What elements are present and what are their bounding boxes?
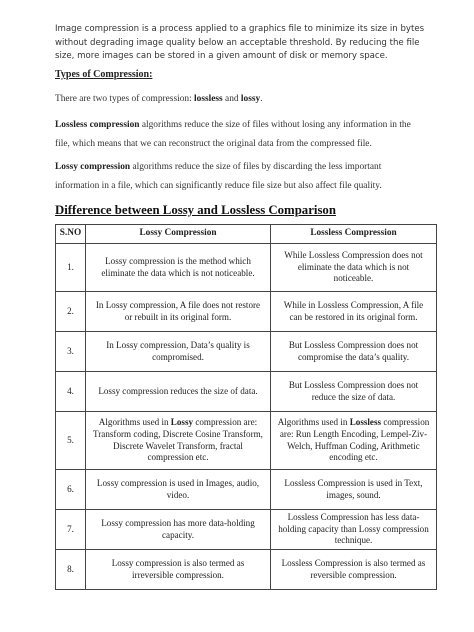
comparison-table — [55, 224, 437, 590]
table-row — [56, 470, 437, 510]
lossy-cell: Lossy compression is the method which eliminate the data which is not noticeable. — [86, 244, 271, 292]
row-number: 6. — [56, 470, 86, 510]
section-heading: Difference between Lossy and Lossless Comparison — [55, 203, 336, 217]
lossy-cell: Lossy compression is used in Images, audio, video. — [86, 470, 271, 510]
table-row — [56, 412, 437, 470]
types-sentence-end: . — [260, 94, 263, 104]
lossy-paragraph — [55, 158, 425, 196]
lossy-algorithms-post: compression are: Transform coding, Discrete Cosine Transform, Discrete Wavelet Transform, fractal compression etc. — [93, 417, 263, 463]
lossless-term: lossless — [194, 94, 223, 104]
row-number: 4. — [56, 372, 86, 412]
lossless-paragraph-term: Lossless compression — [55, 120, 140, 130]
lossless-algorithms-post: compression are: Run Length Encoding, Lempel-Ziv-Welch, Huffman Coding, Arithmetic encoding etc. — [279, 417, 430, 463]
lossless-cell: Lossless Compression is also termed as reversible compression. — [271, 550, 437, 590]
lossy-algorithms-pre: Algorithms used in — [98, 417, 171, 428]
row-number: 1. — [56, 244, 86, 292]
table-row — [56, 372, 437, 412]
lossless-paragraph — [55, 116, 425, 154]
table-row — [56, 292, 437, 332]
lossless-cell: But Lossless Compression does not reduce the size of data. — [271, 372, 437, 412]
lossy-cell: Lossy compression is also termed as irreversible compression. — [86, 550, 271, 590]
lossless-cell — [271, 412, 437, 470]
lossy-cell — [86, 412, 271, 470]
row-number: 2. — [56, 292, 86, 332]
row-number: 3. — [56, 332, 86, 372]
table-row — [56, 332, 437, 372]
row-number: 5. — [56, 412, 86, 470]
table-row — [56, 550, 437, 590]
row-number: 8. — [56, 550, 86, 590]
row-number: 7. — [56, 510, 86, 550]
types-sentence — [55, 90, 425, 109]
lossy-paragraph-text: algorithms reduce the size of files by discarding the less important information in a file, which can significantly reduce file size but also affect file quality. — [55, 162, 382, 191]
table-row — [56, 510, 437, 550]
lossless-cell: While in Lossless Compression, A file can be restored in its original form. — [271, 292, 437, 332]
header-lossy: Lossy Compression — [86, 225, 271, 244]
lossless-algorithms-bold: Lossless — [349, 417, 382, 428]
lossless-cell: While Lossless Compression does not eliminate the data which is not noticeable. — [271, 244, 437, 292]
lossy-cell: In Lossy compression, A file does not restore or rebuilt in its original form. — [86, 292, 271, 332]
lossless-algorithms-pre: Algorithms used in — [277, 417, 350, 428]
header-sno: S.NO — [56, 225, 86, 244]
lossy-cell: Lossy compression reduces the size of data. — [86, 372, 271, 412]
types-sentence-pre: There are two types of compression: — [55, 94, 195, 104]
intro-paragraph: Image compression is a process applied to a graphics file to minimize its size in bytes without degrading image quality below an acceptable threshold. By reducing the file size, more images can be stored in a given amount of disk or memory space. — [55, 24, 425, 61]
lossless-cell: Lossless Compression is used in Text, images, sound. — [271, 470, 437, 510]
table-row — [56, 244, 437, 292]
lossy-term: lossy — [240, 94, 261, 104]
header-lossless: Lossless Compression — [271, 225, 437, 244]
lossless-paragraph-text: algorithms reduce the size of files without losing any information in the file, which means that we can reconstruct the original data from the compressed file. — [55, 120, 411, 149]
lossless-cell: But Lossless Compression does not compromise the data’s quality. — [271, 332, 437, 372]
lossy-paragraph-term: Lossy compression — [55, 162, 131, 172]
types-sentence-and: and — [222, 94, 241, 104]
lossless-cell: Lossless Compression has less data-holding capacity than Lossy compression technique. — [271, 510, 437, 550]
table-header-row — [56, 225, 437, 244]
lossy-cell: Lossy compression has more data-holding capacity. — [86, 510, 271, 550]
types-heading: Types of Compression: — [55, 69, 153, 80]
lossy-cell: In Lossy compression, Data’s quality is compromised. — [86, 332, 271, 372]
lossy-algorithms-bold: Lossy — [170, 417, 194, 428]
